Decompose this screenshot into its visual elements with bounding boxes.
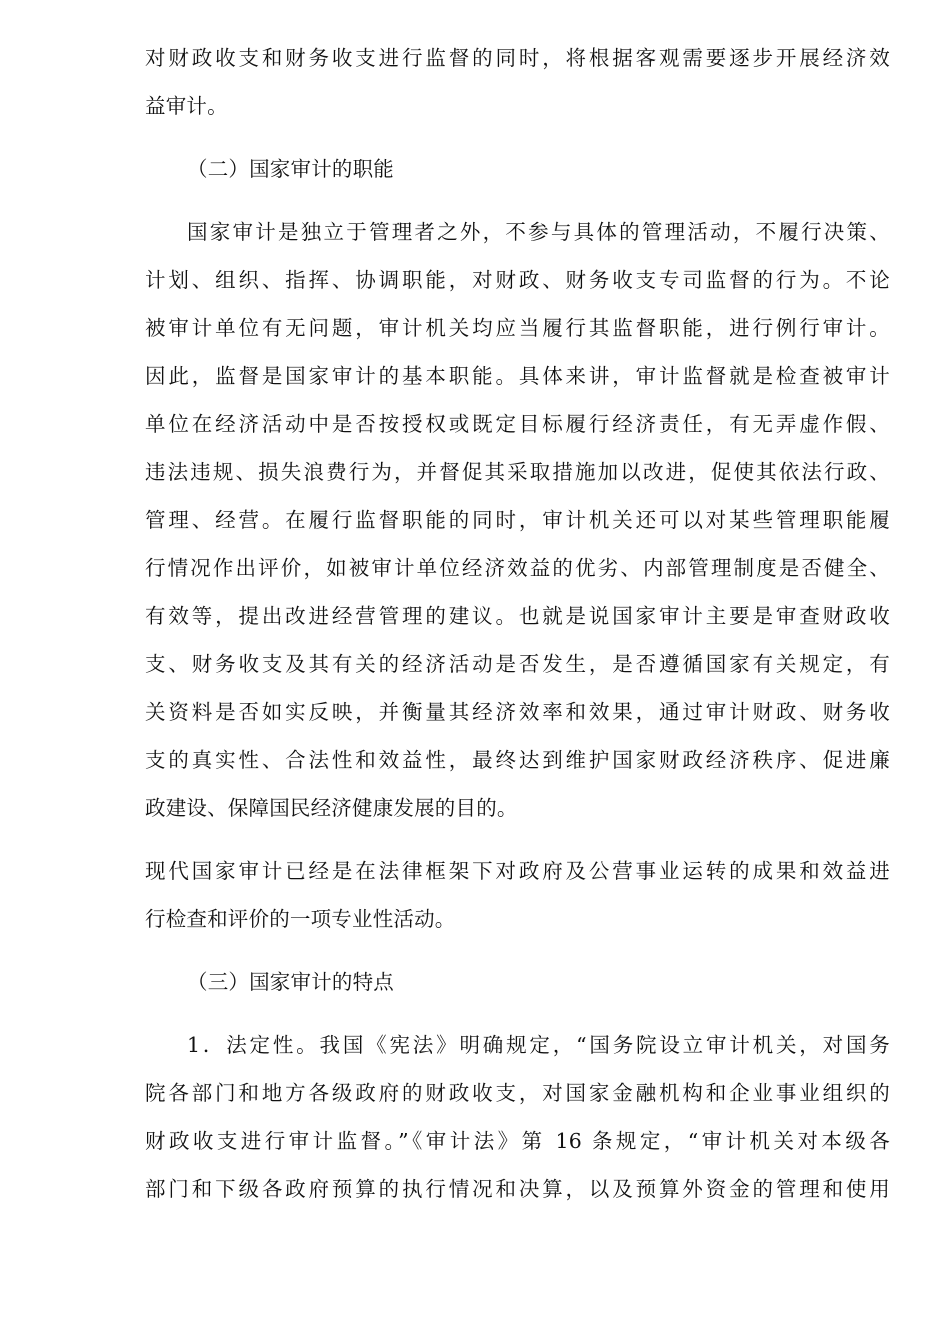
text-line: 行检查和评价的一项专业性活动。 — [145, 907, 456, 931]
text-line: 因此，监督是国家审计的基本职能。具体来讲，审计监督就是检查被审计 — [145, 364, 890, 388]
legality-paragraph — [145, 1021, 890, 1213]
text-line: 被审计单位有无问题，审计机关均应当履行其监督职能，进行例行审计。 — [145, 316, 890, 340]
text-line: 财政收支进行审计监督。”《审计法》第 16 条规定，“审计机关对本级各 — [145, 1129, 890, 1153]
text-line: 关资料是否如实反映，并衡量其经济效率和效果，通过审计财政、财务收 — [145, 700, 890, 724]
document-page — [145, 34, 890, 1213]
text-line: 计划、组织、指挥、协调职能，对财政、财务收支专司监督的行为。不论 — [145, 268, 890, 292]
text-line: 支的真实性、合法性和效益性，最终达到维护国家财政经济秩序、促进廉 — [145, 748, 890, 772]
intro-paragraph — [145, 34, 890, 130]
section-heading-characteristics: （三）国家审计的特点 — [187, 970, 394, 994]
functions-paragraph — [145, 208, 890, 832]
text-line: 管理、经营。在履行监督职能的同时，审计机关还可以对某些管理职能履 — [145, 508, 890, 532]
text-line: 对财政收支和财务收支进行监督的同时，将根据客观需要逐步开展经济效 — [145, 46, 890, 70]
text-line: 行情况作出评价，如被审计单位经济效益的优劣、内部管理制度是否健全、 — [145, 556, 890, 580]
text-line: 部门和下级各政府预算的执行情况和决算，以及预算外资金的管理和使用 — [145, 1177, 890, 1201]
section-heading-functions: （二）国家审计的职能 — [187, 157, 394, 181]
text-line: 支、财务收支及其有关的经济活动是否发生，是否遵循国家有关规定，有 — [145, 652, 890, 676]
text-line: 益审计。 — [145, 94, 228, 118]
text-line: 现代国家审计已经是在法律框架下对政府及公营事业运转的成果和效益进 — [145, 859, 890, 883]
text-line: 政建设、保障国民经济健康发展的目的。 — [145, 796, 518, 820]
text-line: 违法违规、损失浪费行为，并督促其采取措施加以改进，促使其依法行政、 — [145, 460, 890, 484]
text-line: 院各部门和地方各级政府的财政收支，对国家金融机构和企业事业组织的 — [145, 1081, 890, 1105]
text-line: 1．法定性。我国《宪法》明确规定，“国务院设立审计机关，对国务 — [187, 1033, 890, 1057]
text-line: 单位在经济活动中是否按授权或既定目标履行经济责任，有无弄虚作假、 — [145, 412, 890, 436]
text-line: 有效等，提出改进经营管理的建议。也就是说国家审计主要是审查财政收 — [145, 604, 890, 628]
text-line: 国家审计是独立于管理者之外，不参与具体的管理活动，不履行决策、 — [187, 220, 890, 244]
modern-audit-paragraph — [145, 847, 890, 943]
